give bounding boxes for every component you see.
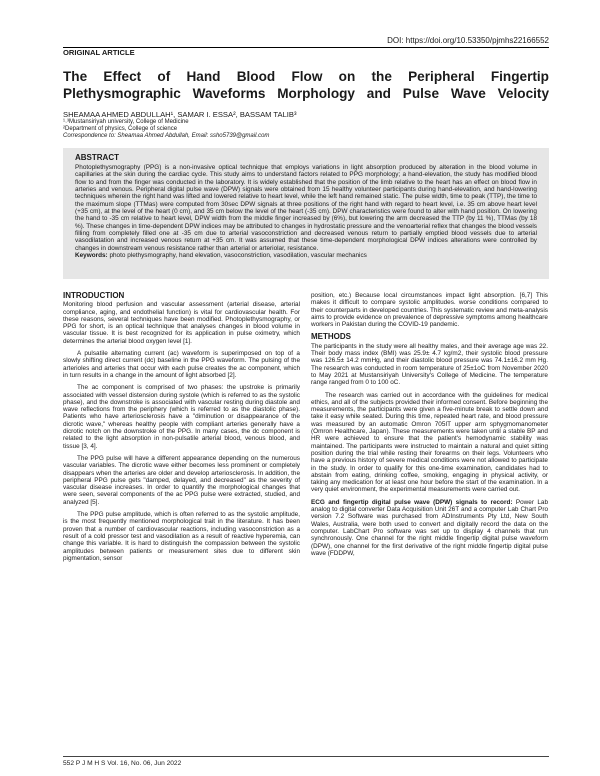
abstract-text: Photoplethysmography (PPG) is a non-invasive optical technique that employs variations in light absorption produced by alteration in the blood volume in capillaries at the skin during the cardiac cycle. This study aims to understand factors related to PPG morphology; a hand-elevation, the study has modified blood flow to and from the finger was conducted in the laboratory. It is widely established that the position of the limb relative to the heart has an effect on blood flow in arteries and venous. Peripheral digital pulse wave (DPW) signals were obtained from 15 healthy volunteer participants during hand-elevation, and hand-lowering techniques wherein the right hand was lifted and lowered relative to heart level, while the left hand remained static. The pulse width, time to peak (TTP), the time to the maximum slope (TTMas) were computed from 30sec DPW signals at three positions of the right hand with regard to heart level, i.e. 35 cm above heart level (+35 cm), at the level of the heart (0 cm), and 35 cm below the level of the heart (-35 cm). DPW characteristics were found to alter with hand position. On lowering the hand to -35 cm relative to heart level, DPW width from the middle finger increased by (6%), but lowering the arm decreased the TTP (by 11 %), TTMas (by 18 %). These changes in time-dependent DPW indices may be attributed to changes in hydrostatic pressure and the venoarterial reflex that changes the blood vessels filling from completely filled one at -35 cm due to arterial vasoconstriction and decreased venous return to partially emptied blood vessels due to arterial vasodilatation and increased venous return at +35 cm. It was assumed that these time-dependent morphological DPW indices alterations were controlled by changes in downstream venous resistance rather than arterial or arteriolar, resistance. bbox=[75, 164, 537, 252]
ecg-subheading: ECG and fingertip digital pulse wave (DPW) signals to record: bbox=[311, 498, 513, 506]
keywords bbox=[75, 252, 537, 260]
ecg-text: Power Lab analog to digital converter Data Acquisition Unit 26T and a computer Lab Chart Pro version 7.2 Software was purchased from ADInstruments Pty Ltd, New South Wales, Australia, were both used to convert and digitally record the data on the computer. LabChart Pro software was set up to display 4 channels that run synchronously. One channel for the right middle fingertip digital pulse waveform (DPW), one channel for the first derivative of the right middle fingertip digital pulse wave (FDDPW, bbox=[311, 498, 548, 557]
introduction-heading: INTRODUCTION bbox=[63, 291, 125, 300]
intro-paragraph: A pulsatile alternating current (ac) waveform is superimposed on top of a slowly shifting direct current (dc) baseline in the PPG waveform. The pulsing of the arterioles and arteries that occur with each pulse creates the ac component, which in turn results in a change in the amount of light absorbed [2]. bbox=[63, 350, 300, 379]
abstract-heading: ABSTRACT bbox=[75, 153, 119, 162]
correspondence: Correspondence to: Sheamaa Ahmed Abdullah, Email: ssho5739@gmail.com bbox=[63, 133, 270, 139]
affiliation-2: ²Department of physics, College of science bbox=[63, 126, 178, 132]
author-list: SHEAMAA AHMED ABDULLAH¹, SAMAR I. ESSA², BASSAM TALIB³ bbox=[63, 110, 297, 119]
intro-paragraph: The PPG pulse will have a different appearance depending on the numerous vascular variables. The dicrotic wave either becomes less prominent or completely disappears when the arteries are older and develop arteriosclerosis. In addition, the peripheral PPG pulse gets "damped, delayed, and decreased" as the severity of vascular disease increases. In order to quantify the morphological changes that were seen, several components of the ac PPG pulse were extracted, studied, and analyzed [5]. bbox=[63, 454, 300, 506]
methods-heading: METHODS bbox=[311, 332, 351, 342]
footer-rule bbox=[63, 756, 549, 757]
affiliation-1: ¹˒³Mustansiriyah university, College of Medicine bbox=[63, 119, 189, 125]
header-rule bbox=[63, 47, 549, 48]
page-footer: 552 P J M H S Vol. 16, No. 06, Jun 2022 bbox=[63, 760, 182, 767]
methods-paragraph: The research was carried out in accordance with the guidelines for medical ethics, and all of the subjects provided their informed consent. Before beginning the measurements, the participants were given a five-minute break to settle down and take it easy while seated. During this time, repeated heart rate, and blood pressure was measured by an automatic Omron 705IT upper arm sphygmomanometer (Omron Healthcare, Japan). These measurements were taken until a stable BP and HR were achieved to ensure that the patient's hemodynamic stability was maintained. The participants were instructed to maintain a natural and quiet sitting position during the trial while resting their forearms on their legs. Volunteers who have a previous history of severe medical conditions were not allowed to participate in the study. In order to qualify for this one-time examination, candidates had to abstain from eating, drinking coffee, smoking, engaging in physical activity, or taking any medication for at least one hour before the start of the examination. In a very quiet environment, the experimental measurements were carried out. bbox=[311, 391, 548, 494]
keywords-label: Keywords: bbox=[75, 252, 108, 260]
abstract-box bbox=[63, 148, 549, 279]
article-type-label: ORIGINAL ARTICLE bbox=[63, 48, 135, 57]
intro-paragraph: Monitoring blood perfusion and vascular assessment (arterial disease, arterial compliance, aging, and endothelial function) is vital for cardiovascular health. For these reasons, several techniques have been modified. Photoplethysmography, or PPG for short, is an optical technique that analyses changes in blood volume in vascular tissue. It is best recognized for its application in pulse oximetry, which determines the arterial blood oxygen level [1]. bbox=[63, 301, 300, 345]
methods-paragraph: The participants in the study were all healthy males, and their average age was 22. Their body mass index (BMI) was 25.9± 4.7 kg/m2, their systolic blood pressure was 126.5± 14.2 mmHg, and their diastolic blood pressure was 74.1±16.2 mm Hg. The research was conducted in room temperature of 25±1oC from November 2020 to May 2021 at Mustansiriyah University's College of Medicine. The temperature range ranged from 0 to 100 oC. bbox=[311, 342, 548, 387]
ecg-paragraph bbox=[311, 499, 548, 557]
intro-paragraph: The PPG pulse amplitude, which is often referred to as the systolic amplitude, is the most frequently mentioned morphological trait in the literature. It has been proven that a number of cardiovascular reactions, including vasoconstriction as a result of a cold pressor test and vasodilation as a result of reactive hyperemia, can change this variable. It is hard to distinguish the compassion between the systolic amplitudes between patients or measurement sites due to different skin pigmentation, sensor bbox=[63, 511, 300, 562]
keywords-list: photo plethysmography, hand elevation, vasoconstriction, vasodilation, vascular mechanics bbox=[107, 252, 367, 260]
intro-paragraph: The ac component is comprised of two phases: the upstroke is primarily associated with vessel distension during systole (which is referred to as the systolic phase), and the downstroke is associated with vascular resting during diastole and wave reflections from the periphery (which is referred to as the diastolic phase). Patients who have arteriosclerosis have a "diminution or disappearance of the dicrotic wave," whereas healthy people with compliant arteries generally have a dicrotic notch on the downstroke of the PPG. In many cases, the dc component is related to the light absorption in non-pulsatile arterial blood, venous blood, and tissue [3, 4]. bbox=[63, 384, 300, 450]
right-column bbox=[311, 292, 548, 562]
left-column bbox=[63, 292, 300, 567]
intro-continuation: position, etc.) Because local circumstances impact light absorption. [6,7] This makes it difficult to compare systolic amplitudes. worse conditions compared to their counterparts in developed countries. This systematic review and meta-analysis aims to provide evidence on prevalence of depressive symptoms among healthcare workers in Pakistan during the COVID-19 pandemic. bbox=[311, 292, 548, 329]
paper-title: The Effect of Hand Blood Flow on the Peripheral Fingertip Plethysmographic Waveforms Morphology and Pulse Wave Velocity bbox=[63, 69, 549, 101]
doi-link[interactable]: DOI: https://doi.org/10.53350/pjmhs22166552 bbox=[387, 36, 549, 45]
